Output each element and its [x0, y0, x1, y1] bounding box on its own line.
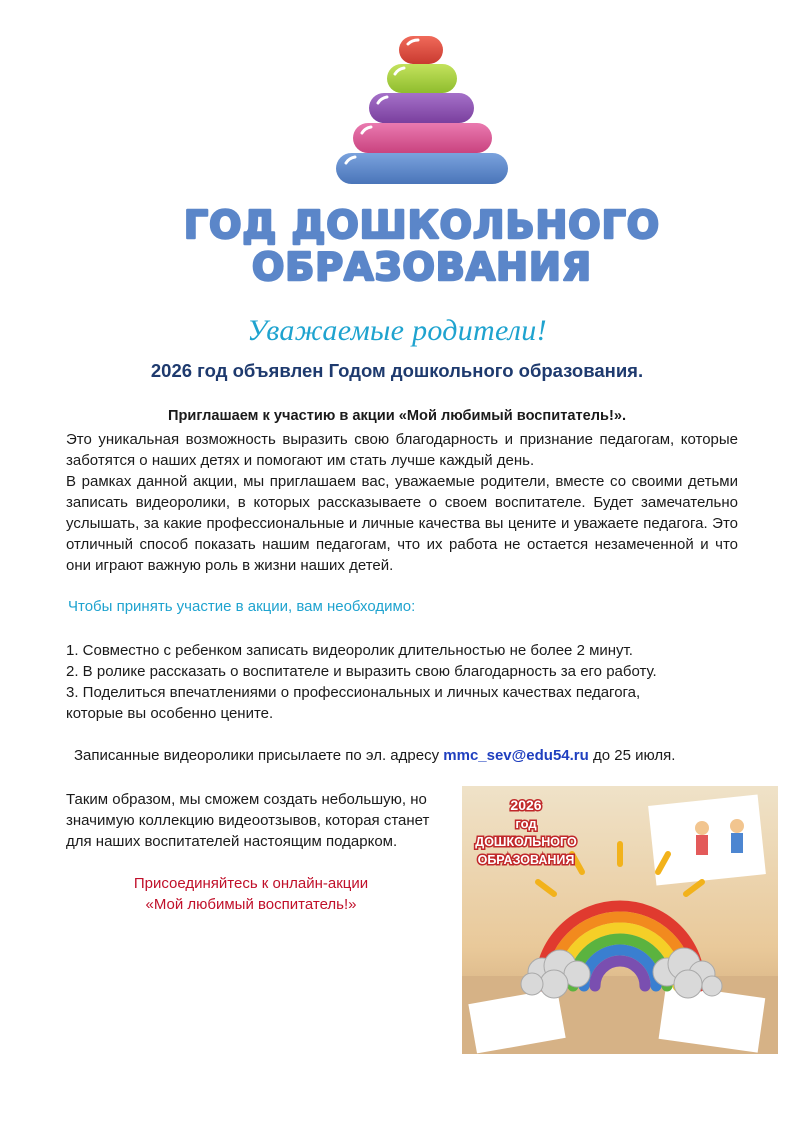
join-line: Присоединяйтесь к онлайн-акции: [133, 875, 369, 892]
step-item: 2. В ролике рассказать о воспитателе и выразить свою благодарность за его работу.: [66, 663, 657, 680]
join-campaign-name: «Мой любимый воспитатель!»: [145, 896, 357, 913]
send-deadline: до 25 июля.: [592, 747, 676, 764]
photo-caption-word: год: [515, 816, 537, 831]
step-item: 3. Поделиться впечатлениями о профессиональных и личных качествах педагога,: [66, 684, 641, 701]
step-item: 1. Совместно с ребенком записать видеоролик длительностью не более 2 минут.: [66, 642, 633, 659]
invite-line: Приглашаем к участию в акции «Мой любимый воспитатель!».: [168, 408, 626, 424]
closing-paragraph: Таким образом, мы сможем создать небольшую, но значимую коллекцию видеоотзывов, которая станет для наших воспитателей настоящим подарком.: [66, 791, 430, 850]
send-text: Записанные видеоролики присылаете по эл. адресу: [74, 747, 440, 764]
announcement-heading: 2026 год объявлен Годом дошкольного образования.: [150, 360, 644, 381]
photo-caption-year: 2026: [510, 797, 542, 813]
steps-list: [66, 640, 746, 724]
pyramid-toy-icon: [336, 36, 508, 184]
photo-caption-line1: ДОШКОЛЬНОГО: [475, 835, 577, 849]
rainbow-illustration: [462, 786, 778, 1054]
email-link[interactable]: mmc_sev@edu54.ru: [443, 747, 589, 764]
paragraph-details: В рамках данной акции, мы приглашаем вас, уважаемые родители, вместе со своими детьми записать видеоролики, в которых рассказываете о своем воспитателе. Будет замечательно услышать, за какие профессиональные и личные качества вы цените и уважаете педагога. Это отличный способ показать нашим педагогам, что их работа не остается незамеченной и что они играют важную роль в жизни наших детей.: [66, 473, 738, 574]
photo-caption-line2: ОБРАЗОВАНИЯ: [477, 853, 575, 867]
send-instructions: [74, 747, 675, 764]
join-call: [66, 873, 436, 915]
steps-title: Чтобы принять участие в акции, вам необходимо:: [68, 598, 416, 615]
logo-title-line1: ГОД ДОШКОЛЬНОГО: [183, 203, 661, 247]
paragraph-intro: Это уникальная возможность выразить свою благодарность и признание педагогам, которые заботятся о наших детях и помогают им стать лучше каждый день.: [66, 431, 738, 469]
logo: [0, 0, 794, 300]
logo-title-line2: ОБРАЗОВАНИЯ: [251, 245, 593, 289]
step-item: которые вы особенно цените.: [66, 705, 274, 722]
greeting-heading: Уважаемые родители!: [247, 314, 547, 347]
